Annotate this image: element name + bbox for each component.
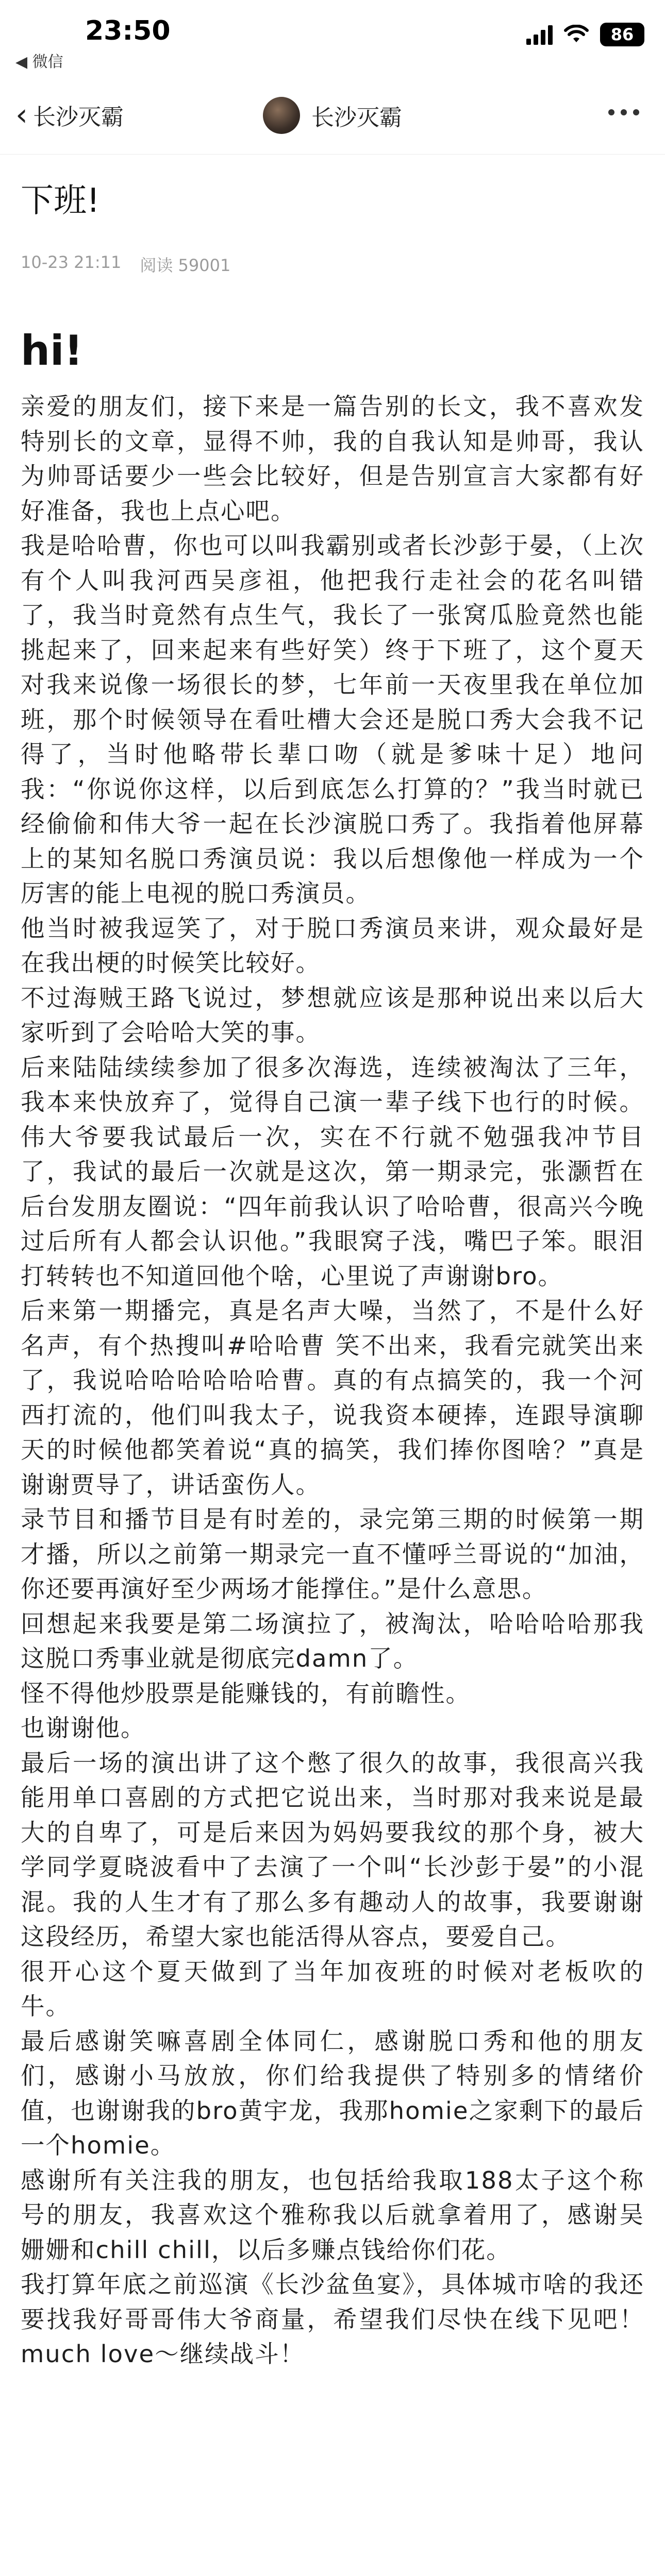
paragraph: 感谢所有关注我的朋友，也包括给我取188太子这个称号的朋友，我喜欢这个雅称我以后就拿着用了，感谢吴姗姗和chill chill，以后多赚点钱给你们花。 [21, 2166, 644, 2264]
paragraph: 回想起来我要是第二场演拉了，被淘汰，哈哈哈哈那我这脱口秀事业就是彻底完damn了。 [21, 1609, 644, 1672]
paragraph: 最后一场的演出讲了这个憋了很久的故事，我很高兴我能用单口喜剧的方式把它说出来，当时那对我来说是最大的自卑了，可是后来因为妈妈要我纹的那个身，被大学同学夏晓波看中了去演了一个叫“长沙彭于晏”的小混混。我的人生才有了那么多有趣动人的故事，我要谢谢这段经历，希望大家也能活得从容点，要爱自己。 [21, 1749, 644, 1951]
avatar[interactable] [263, 97, 300, 134]
wifi-icon [564, 25, 589, 44]
paragraph: 他当时被我逗笑了，对于脱口秀演员来讲，观众最好是在我出梗的时候笑比较好。 [21, 914, 644, 977]
cellular-signal-icon [526, 24, 553, 45]
article [21, 155, 644, 2372]
paragraph: 亲爱的朋友们，接下来是一篇告别的长文，我不喜欢发特别长的文章，显得不帅，我的自我认知是帅哥，我认为帅哥话要少一些会比较好，但是告别宣言大家都有好好准备，我也上点心吧。 [21, 393, 644, 525]
paragraph: 后来陆陆续续参加了很多次海选，连续被淘汰了三年，我本来快放弃了，觉得自己演一辈子线下也行的时候。伟大爷要我试最后一次，实在不行就不勉强我冲节目了，我试的最后一次就是这次，第一期录完，张灏哲在后台发朋友圈说：“四年前我认识了哈哈曹，很高兴今晚过后所有人都会认识他。”我眼窝子浅，嘴巴子笨。眼泪打转转也不知道回他个啥，心里说了声谢谢bro。 [21, 1053, 644, 1290]
publish-time: 10-23 21:11 [21, 252, 122, 272]
author-name[interactable]: 长沙灭霸 [311, 105, 402, 131]
status-icons [526, 22, 644, 47]
status-time: 23:50 [85, 15, 171, 46]
back-to-app-link[interactable]: ◀ 微信 [15, 53, 63, 71]
paragraph: 也谢谢他。 [21, 1714, 146, 1742]
article-body [21, 389, 644, 2372]
paragraph: 怪不得他炒股票是能赚钱的，有前瞻性。 [21, 1679, 471, 1707]
article-title: 下班! [21, 182, 100, 220]
more-options-icon[interactable] [608, 109, 639, 115]
back-button[interactable] [15, 97, 124, 133]
status-bar [0, 0, 665, 77]
paragraph: 我打算年底之前巡演《长沙盆鱼宴》，具体城市啥的我还要找我好哥哥伟大爷商量，希望我们尽快在线下见吧！much love～继续战斗！ [21, 2270, 644, 2368]
paragraph: 我是哈哈曹，你也可以叫我霸别或者长沙彭于晏，（上次有个人叫我河西吴彦祖，他把我行走社会的花名叫错了，我当时竟然有点生气，我长了一张窝瓜脸竟然也能挑起来了，回来起来有些好笑）终于下班了，这个夏天对我来说像一场很长的梦，七年前一天夜里我在单位加班，那个时候领导在看吐槽大会还是脱口秀大会我不记得了，当时他略带长辈口吻（就是爹味十足）地问我：“你说你这样，以后到底怎么打算的？”我当时就已经偷偷和伟大爷一起在长沙演脱口秀了。我指着他屏幕上的某知名脱口秀演员说：我以后想像他一样成为一个厉害的能上电视的脱口秀演员。 [21, 532, 644, 907]
battery-indicator: 86 [600, 23, 644, 46]
greeting-heading: hi! [21, 327, 83, 375]
chevron-left-icon: ‹ [15, 97, 28, 133]
nav-bar [0, 77, 665, 155]
paragraph: 录节目和播节目是有时差的，录完第三期的时候第一期才播，所以之前第一期录完一直不懂呼兰哥说的“加油，你还要再演好至少两场才能撑住。”是什么意思。 [21, 1505, 644, 1603]
author-header[interactable] [263, 95, 402, 136]
read-count: 阅读 59001 [140, 256, 231, 275]
article-meta [21, 252, 644, 276]
paragraph: 最后感谢笑嘛喜剧全体同仁，感谢脱口秀和他的朋友们，感谢小马放放，你们给我提供了特别多的情绪价值，也谢谢我的bro黄宇龙，我那homie之家剩下的最后一个homie。 [21, 2027, 644, 2159]
back-button-label: 长沙灭霸 [33, 104, 124, 130]
paragraph: 不过海贼王路飞说过，梦想就应该是那种说出来以后大家听到了会哈哈大笑的事。 [21, 984, 644, 1046]
paragraph: 很开心这个夏天做到了当年加夜班的时候对老板吹的牛。 [21, 1957, 644, 2020]
paragraph: 后来第一期播完，真是名声大噪，当然了，不是什么好名声，有个热搜叫#哈哈曹 笑不出来，我看完就笑出来了，我说哈哈哈哈哈哈曹。真的有点搞笑的，我一个河西打流的，他们叫我太子，说我资本硬捧，连跟导演聊天的时候他都笑着说“真的搞笑，我们捧你图啥？”真是谢谢贾导了，讲话蛮伤人。 [21, 1297, 644, 1499]
